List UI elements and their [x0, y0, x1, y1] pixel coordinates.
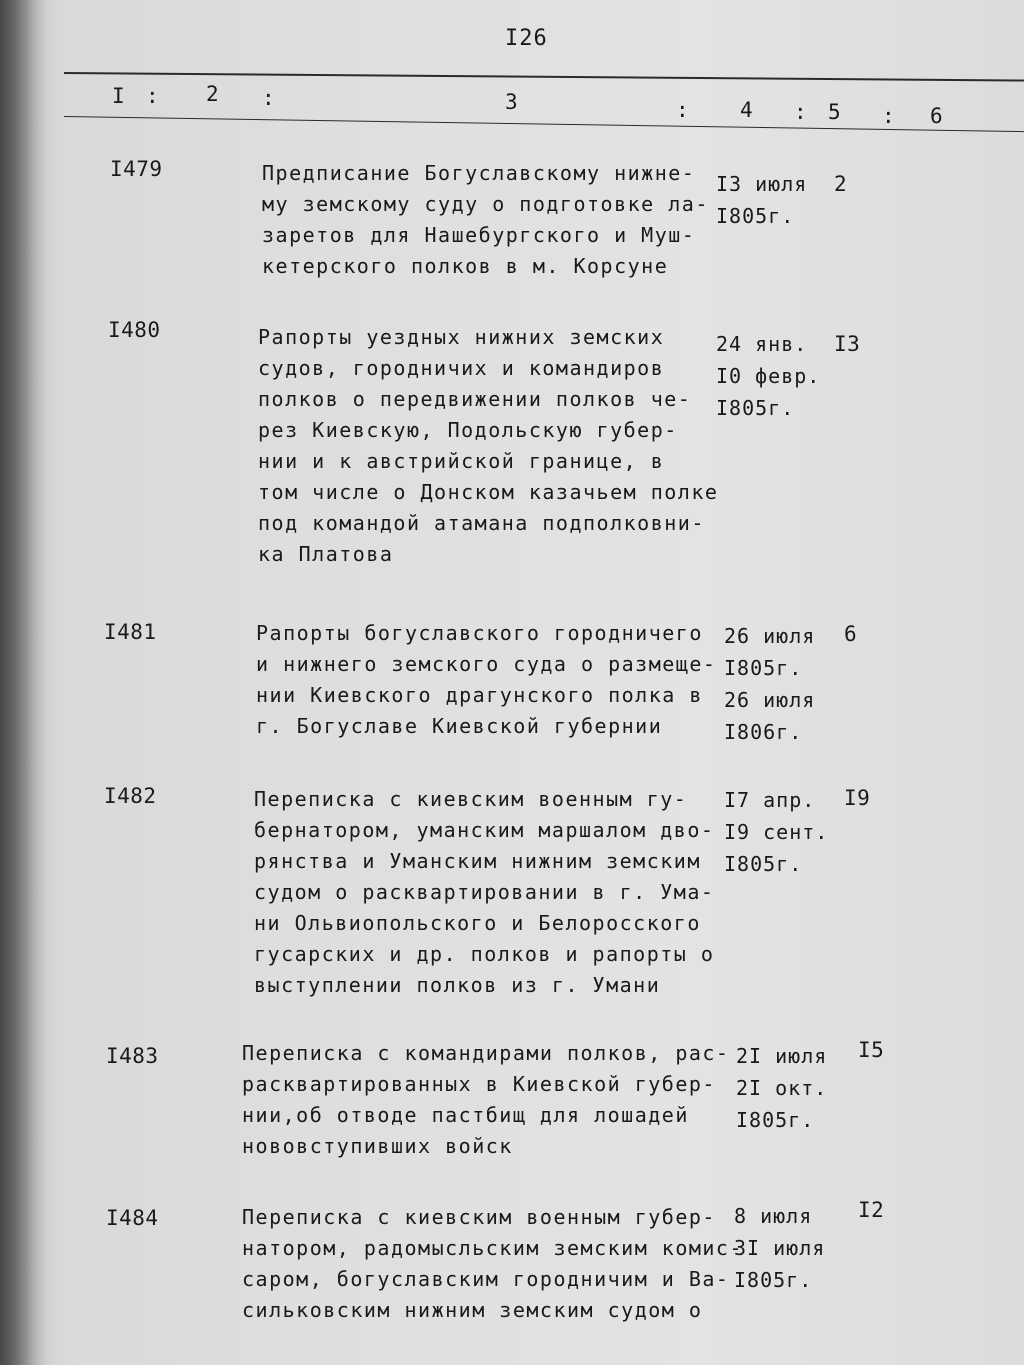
date-line: I3 июля — [716, 172, 808, 196]
date-line: I805г. — [716, 204, 795, 228]
date-line: 2I окт. — [736, 1076, 828, 1100]
date-line: 24 янв. — [716, 332, 808, 356]
column-header-1: I — [112, 84, 125, 108]
description-line: рез Киевскую, Подольскую губер- — [258, 418, 678, 442]
column-header-separator: : — [882, 104, 895, 128]
date-line: I805г. — [724, 656, 803, 680]
header-top-rule — [64, 72, 1024, 82]
book-spine-shadow — [0, 0, 46, 1365]
description-line: сильковским нижним земским судом о — [242, 1298, 703, 1322]
description-line: под командой атамана подполковни- — [258, 511, 705, 535]
header-bottom-rule — [64, 116, 1024, 132]
description-line: нии и к австрийской границе, в — [258, 449, 665, 473]
description-line: Переписка с киевским военным губер- — [242, 1205, 716, 1229]
date-line: 26 июля — [724, 624, 816, 648]
description-line: Переписка с командирами полков, рас- — [242, 1041, 730, 1065]
entry-sheet-count: I3 — [834, 332, 861, 356]
entry-number: I481 — [104, 620, 157, 644]
entry-sheet-count: I2 — [858, 1198, 885, 1222]
date-line: I805г. — [736, 1108, 815, 1132]
entry-number: I483 — [106, 1044, 159, 1068]
entry-dates — [716, 328, 820, 424]
entry-description — [258, 322, 718, 570]
date-line: 3I июля — [734, 1236, 826, 1260]
description-line: нии,об отводе пастбищ для лошадей — [242, 1103, 689, 1127]
column-header-separator: : — [146, 84, 159, 108]
description-line: натором, радомысльским земским комис- — [242, 1236, 744, 1260]
date-line: 2I июля — [736, 1044, 828, 1068]
entry-dates — [724, 620, 815, 748]
date-line: I805г. — [716, 396, 795, 420]
page-number: I26 — [505, 26, 548, 51]
entry-number: I479 — [110, 157, 163, 181]
description-line: том числе о Донском казачьем полке — [258, 480, 719, 504]
description-line: г. Богуславе Киевской губернии — [256, 714, 663, 738]
column-header-4: 4 — [740, 98, 753, 122]
description-line: саром, богуславским городничим и Ва- — [242, 1267, 730, 1291]
description-line: расквартированных в Киевской губер- — [242, 1072, 716, 1096]
description-line: Переписка с киевским военным гу- — [254, 787, 688, 811]
entry-number: I482 — [104, 784, 157, 808]
date-line: 26 июля — [724, 688, 816, 712]
entry-dates — [736, 1040, 827, 1136]
description-line: бернатором, уманским маршалом дво- — [254, 818, 715, 842]
column-header-separator: : — [794, 100, 807, 124]
column-header-separator: : — [262, 86, 275, 110]
date-line: I805г. — [734, 1268, 813, 1292]
column-header-3: 3 — [505, 90, 518, 114]
description-line: Предписание Богуславскому нижне- — [262, 161, 696, 185]
description-line: нии Киевского драгунского полка в — [256, 683, 703, 707]
description-line: выступлении полков из г. Умани — [254, 973, 661, 997]
entry-sheet-count: 2 — [834, 172, 848, 196]
entry-sheet-count: I9 — [844, 786, 871, 810]
description-line: полков о передвижении полков че- — [258, 387, 692, 411]
description-line: судов, городничих и командиров — [258, 356, 665, 380]
entry-description — [242, 1202, 743, 1326]
entry-description — [242, 1038, 729, 1162]
column-header-2: 2 — [206, 82, 219, 106]
description-line: заретов для Нашебургского и Муш- — [262, 223, 696, 247]
description-line: Рапорты богуславского городничего — [256, 621, 703, 645]
date-line: I0 февр. — [716, 364, 821, 388]
description-line: гусарских и др. полков и рапорты о — [254, 942, 715, 966]
date-line: I805г. — [724, 852, 803, 876]
entry-number: I484 — [106, 1206, 159, 1230]
column-header-separator: : — [676, 98, 689, 122]
date-line: I9 сент. — [724, 820, 829, 844]
description-line: и нижнего земского суда о размеще- — [256, 652, 717, 676]
entry-number: I480 — [108, 318, 161, 342]
description-line: Рапорты уездных нижних земских — [258, 325, 665, 349]
description-line: нововступивших войск — [242, 1134, 513, 1158]
date-line: 8 июля — [734, 1204, 813, 1228]
entry-description — [262, 158, 709, 282]
entry-dates — [716, 168, 807, 232]
description-line: кетерского полков в м. Корсуне — [262, 254, 669, 278]
description-line: рянства и Уманским нижним земским — [254, 849, 701, 873]
description-line: ни Ольвиопольского и Белоросского — [254, 911, 701, 935]
date-line: I806г. — [724, 720, 803, 744]
column-header-5: 5 — [828, 100, 841, 124]
description-line: судом о расквартировании в г. Ума- — [254, 880, 715, 904]
entry-dates — [734, 1200, 825, 1296]
description-line: му земскому суду о подготовке ла- — [262, 192, 709, 216]
entry-dates — [724, 784, 828, 880]
entry-sheet-count: 6 — [844, 622, 858, 646]
entry-sheet-count: I5 — [858, 1038, 885, 1062]
column-header-6: 6 — [930, 104, 943, 128]
description-line: ка Платова — [258, 542, 394, 566]
entry-description — [254, 784, 714, 1001]
date-line: I7 апр. — [724, 788, 816, 812]
entry-description — [256, 618, 716, 742]
